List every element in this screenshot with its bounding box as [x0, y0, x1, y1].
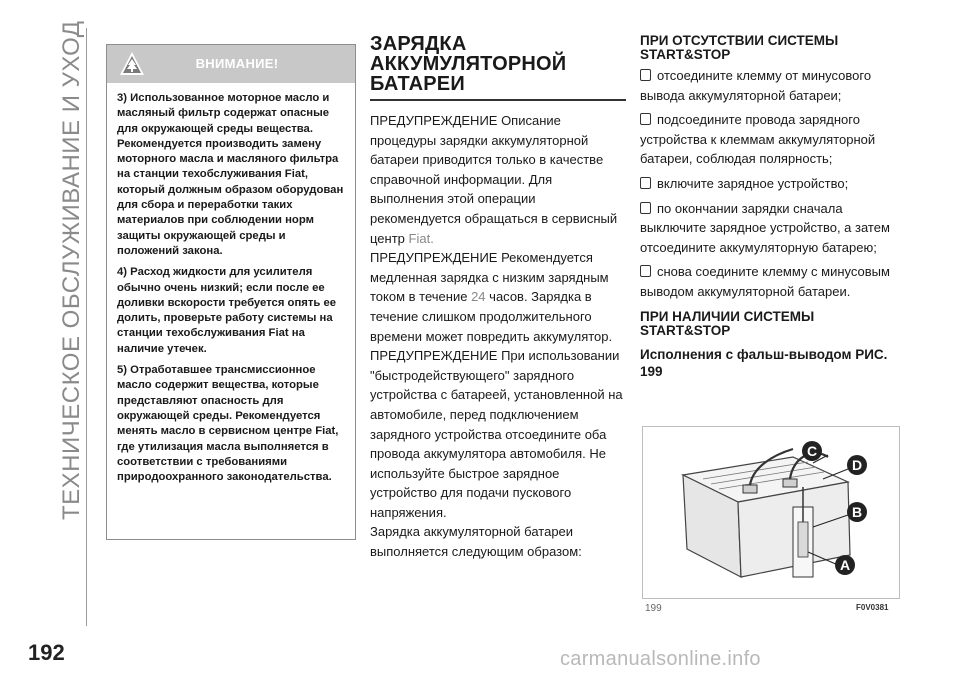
notice-text: часов. Зарядка в течение слишком продолжительного времени может повредить аккумулятор.	[370, 289, 613, 344]
callout-a	[835, 555, 855, 575]
checkbox-icon	[640, 202, 651, 214]
step-text: включите зарядное устройство;	[657, 175, 849, 191]
figure-caption: 199	[645, 603, 662, 614]
brand-text: Fiat.	[408, 230, 434, 246]
procedure-intro: Зарядка аккумуляторной батареи выполняется следующим образом:	[370, 524, 582, 560]
warning-body	[107, 83, 355, 485]
procedure-step	[640, 110, 900, 169]
procedure-step	[640, 174, 900, 194]
step-text: подсоедините провода зарядного устройства к клеммам аккумуляторной батареи, соблюдая полярность;	[640, 112, 876, 167]
chapter-side-title: ТЕХНИЧЕСКОЕ ОБСЛУЖИВАНИЕ И УХОД	[58, 20, 85, 520]
subheading-startstop: ПРИ НАЛИЧИИ СИСТЕМЫ START&STOP	[640, 308, 815, 338]
subheading-no-startstop: ПРИ ОТСУТСТВИИ СИСТЕМЫ START&STOP	[640, 33, 839, 62]
warning-title: ВНИМАНИЕ!	[195, 56, 279, 71]
figure-code: F0V0381	[856, 603, 889, 612]
battery-figure	[642, 426, 900, 599]
page-divider	[86, 28, 87, 626]
checkbox-icon	[640, 69, 651, 81]
section-heading: ЗАРЯДКА АККУМУЛЯТОРНОЙ БАТАРЕИ	[370, 33, 567, 95]
battery-illustration	[643, 427, 899, 598]
hours-number: 24	[471, 289, 486, 305]
warning-paragraph: 4) Расход жидкости для усилителя обычно очень низкий; если после ее доливки вскорости требуется опять ее долить, проверьте работу системы на станции техобслуживания Fiat на наличие утечек.	[117, 266, 337, 355]
watermark: carmanualsonline.info	[560, 648, 761, 670]
heading-rule	[370, 99, 626, 101]
notice-text: ПРЕДУПРЕЖДЕНИЕ Рекомендуется медленная зарядка с низким зарядным током в течение	[370, 250, 609, 305]
checkbox-icon	[640, 177, 651, 189]
warning-paragraph: 3) Использованное моторное масло и масляный фильтр содержат опасные для окружающей среды вещества. Рекомендуется производить замену моторного масла и масляного фильтра на станции техобслуживания Fiat, который должным образом оборудован для сбора и переработки таких материалов при соблюдении норм защиты окружающей среды и положений закона.	[117, 92, 344, 257]
charging-section	[370, 34, 626, 562]
warning-paragraph: 5) Отработавшее трансмиссионное масло содержит вещества, которые представляют опасность для окружающей среды. Рекомендуется менять масло в сервисном центре Fiat, где утилизация масла выполняется в соответствии с требованиями природоохранного законодательства.	[117, 364, 339, 484]
callout-b	[847, 502, 867, 522]
notice-description	[370, 111, 626, 248]
callout-label: B	[851, 504, 863, 520]
procedure-step	[640, 66, 900, 105]
notice-fast-charger: ПРЕДУПРЕЖДЕНИЕ При использовании "быстродействующего" зарядного устройства с батареей, установленной на автомобиле, перед подключением зарядного устройства отсоедините оба провода аккумулятора автомобиля. Не используйте быстрое зарядное устройство для подачи пускового напряжения.	[370, 348, 623, 520]
callout-label: C	[806, 443, 818, 459]
step-text: отсоедините клемму от минусового вывода аккумуляторной батареи;	[640, 68, 872, 103]
warning-box	[106, 44, 356, 540]
notice-text: ПРЕДУПРЕЖДЕНИЕ Описание процедуры зарядки аккумуляторной батареи приводится только в качестве справочной информации. Для выполнения этой операции рекомендуется обращаться в сервисный центр	[370, 113, 618, 246]
procedure-section	[640, 34, 900, 380]
step-text: по окончании зарядки сначала выключите зарядное устройство, а затем отсоедините аккумуляторную батарею;	[640, 200, 890, 255]
checkbox-icon	[640, 265, 651, 277]
procedure-step	[640, 199, 900, 258]
notice-slow-charge	[370, 248, 626, 346]
subheading-variant: Исполнения с фальш-выводом РИС. 199	[640, 346, 888, 379]
callout-c	[802, 441, 822, 461]
step-text: снова соедините клемму с минусовым выводом аккумуляторной батареи.	[640, 264, 890, 299]
callout-label: D	[851, 457, 863, 473]
warning-header	[107, 45, 355, 83]
callout-label: A	[839, 557, 851, 573]
checkbox-icon	[640, 113, 651, 125]
procedure-step	[640, 262, 900, 301]
callout-d	[847, 455, 867, 475]
page-number: 192	[28, 640, 65, 665]
